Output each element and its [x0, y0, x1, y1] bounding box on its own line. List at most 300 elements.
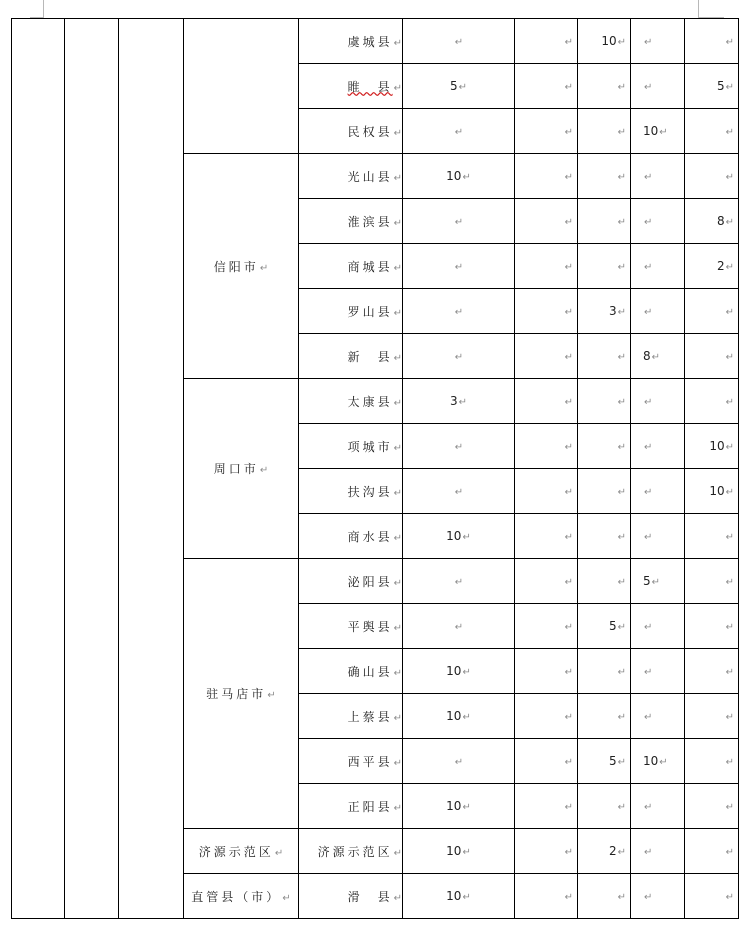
paragraph-mark-icon: ↵: [651, 352, 661, 363]
value-cell: [685, 829, 739, 874]
cell-value: 3: [449, 394, 458, 408]
paragraph-mark-icon: ↵: [725, 757, 734, 768]
county-name: 扶沟县: [347, 484, 393, 499]
paragraph-mark-icon: ↵: [617, 397, 626, 408]
county-cell: [299, 19, 403, 64]
paragraph-mark-icon: ↵: [644, 37, 653, 48]
paragraph-mark-icon: ↵: [617, 487, 626, 498]
cell-value: 10: [446, 844, 462, 858]
paragraph-mark-icon: ↵: [725, 487, 734, 498]
paragraph-mark-icon: ↵: [564, 487, 573, 498]
value-cell: [631, 829, 685, 874]
paragraph-mark-icon: ↵: [564, 532, 573, 543]
paragraph-mark-icon: ↵: [617, 622, 626, 633]
value-cell: [403, 604, 515, 649]
paragraph-mark-icon: ↵: [393, 172, 402, 184]
value-cell: [685, 424, 739, 469]
paragraph-mark-icon: ↵: [462, 712, 471, 723]
county-name: 泌阳县: [347, 574, 393, 589]
paragraph-mark-icon: ↵: [393, 892, 402, 904]
value-cell: [515, 604, 578, 649]
county-name: 光山县: [347, 169, 393, 184]
value-cell: [578, 469, 631, 514]
county-name: 罗山县: [347, 304, 393, 319]
value-cell: [403, 154, 515, 199]
cell-value: 5: [449, 79, 458, 93]
paragraph-mark-icon: ↵: [454, 622, 464, 633]
value-cell: [578, 154, 631, 199]
cell-value: 10: [446, 529, 462, 543]
value-cell: [403, 109, 515, 154]
paragraph-mark-icon: ↵: [617, 847, 626, 858]
paragraph-mark-icon: ↵: [462, 532, 471, 543]
paragraph-mark-icon: ↵: [564, 217, 573, 228]
county-cell: [299, 784, 403, 829]
paragraph-mark-icon: ↵: [644, 532, 653, 543]
value-cell: [578, 334, 631, 379]
blank-column-cell: [65, 19, 119, 919]
county-name: 新 县: [347, 349, 393, 364]
paragraph-mark-icon: ↵: [617, 172, 626, 183]
paragraph-mark-icon: ↵: [564, 262, 573, 273]
value-cell: [403, 424, 515, 469]
county-cell: [299, 514, 403, 559]
value-cell: [515, 694, 578, 739]
city-name: 驻马店市: [206, 687, 267, 701]
value-cell: [403, 244, 515, 289]
cell-value: 10: [643, 754, 659, 768]
value-cell: [578, 379, 631, 424]
paragraph-mark-icon: ↵: [267, 690, 276, 701]
paragraph-mark-icon: ↵: [393, 532, 402, 544]
paragraph-mark-icon: ↵: [454, 487, 464, 498]
paragraph-mark-icon: ↵: [644, 307, 653, 318]
value-cell: [515, 289, 578, 334]
city-cell: [184, 154, 299, 379]
value-cell: [578, 244, 631, 289]
paragraph-mark-icon: ↵: [393, 847, 402, 859]
paragraph-mark-icon: ↵: [617, 757, 626, 768]
paragraph-mark-icon: ↵: [564, 352, 573, 363]
county-name: 上蔡县: [347, 709, 393, 724]
county-cell: [299, 649, 403, 694]
county-name: 正阳县: [347, 799, 393, 814]
county-name: 淮滨县: [347, 214, 393, 229]
value-cell: [685, 154, 739, 199]
value-cell: [515, 559, 578, 604]
value-cell: [685, 64, 739, 109]
paragraph-mark-icon: ↵: [564, 82, 573, 93]
page-corner-mark-right: [698, 0, 699, 18]
paragraph-mark-icon: ↵: [564, 37, 573, 48]
value-cell: [631, 469, 685, 514]
paragraph-mark-icon: ↵: [644, 847, 653, 858]
value-cell: [515, 154, 578, 199]
paragraph-mark-icon: ↵: [564, 712, 573, 723]
value-cell: [515, 784, 578, 829]
county-cell: [299, 244, 403, 289]
paragraph-mark-icon: ↵: [617, 127, 626, 138]
county-cell: [299, 154, 403, 199]
value-cell: [403, 829, 515, 874]
paragraph-mark-icon: ↵: [617, 82, 626, 93]
value-cell: [685, 469, 739, 514]
county-name: 项城市: [347, 439, 393, 454]
paragraph-mark-icon: ↵: [564, 892, 573, 903]
value-cell: [515, 334, 578, 379]
value-cell: [578, 649, 631, 694]
value-cell: [685, 874, 739, 919]
blank-column-cell: [119, 19, 184, 919]
paragraph-mark-icon: ↵: [564, 622, 573, 633]
paragraph-mark-icon: ↵: [617, 802, 626, 813]
value-cell: [685, 694, 739, 739]
paragraph-mark-icon: ↵: [393, 487, 402, 499]
paragraph-mark-icon: ↵: [644, 172, 653, 183]
county-name: 商水县: [347, 529, 393, 544]
paragraph-mark-icon: ↵: [617, 892, 626, 903]
county-name: 确山县: [347, 664, 393, 679]
value-cell: [515, 64, 578, 109]
value-cell: [631, 739, 685, 784]
paragraph-mark-icon: ↵: [454, 577, 464, 588]
cell-value: 8: [643, 349, 651, 363]
paragraph-mark-icon: ↵: [644, 712, 653, 723]
paragraph-mark-icon: ↵: [454, 217, 464, 228]
paragraph-mark-icon: ↵: [644, 487, 653, 498]
paragraph-mark-icon: ↵: [454, 757, 464, 768]
county-name: 平舆县: [347, 619, 393, 634]
cell-value: 10: [446, 799, 462, 813]
value-cell: [685, 109, 739, 154]
city-name: 济源示范区: [198, 844, 274, 859]
county-name: 商城县: [347, 259, 393, 274]
county-name: 太康县: [347, 394, 393, 409]
value-cell: [578, 424, 631, 469]
paragraph-mark-icon: ↵: [644, 622, 653, 633]
value-cell: [685, 604, 739, 649]
value-cell: [685, 514, 739, 559]
value-cell: [631, 559, 685, 604]
value-cell: [631, 604, 685, 649]
value-cell: [631, 514, 685, 559]
paragraph-mark-icon: ↵: [393, 667, 402, 679]
cell-value: 10: [709, 439, 725, 453]
value-cell: [403, 199, 515, 244]
paragraph-mark-icon: ↵: [462, 667, 471, 678]
paragraph-mark-icon: ↵: [462, 172, 471, 183]
paragraph-mark-icon: ↵: [644, 892, 653, 903]
paragraph-mark-icon: ↵: [393, 127, 402, 139]
paragraph-mark-icon: ↵: [617, 667, 626, 678]
paragraph-mark-icon: ↵: [454, 352, 464, 363]
value-cell: [578, 109, 631, 154]
value-cell: [578, 289, 631, 334]
paragraph-mark-icon: ↵: [393, 757, 402, 769]
value-cell: [685, 199, 739, 244]
county-name: 滑 县: [347, 889, 393, 904]
value-cell: [578, 64, 631, 109]
cell-value: 10: [601, 34, 617, 48]
value-cell: [578, 739, 631, 784]
county-cell: [299, 469, 403, 514]
paragraph-mark-icon: ↵: [462, 802, 471, 813]
cell-value: 8: [716, 214, 725, 228]
cell-value: 10: [446, 664, 462, 678]
value-cell: [403, 739, 515, 784]
value-cell: [578, 874, 631, 919]
value-cell: [578, 514, 631, 559]
value-cell: [578, 829, 631, 874]
value-cell: [631, 379, 685, 424]
allocation-table: [11, 18, 739, 919]
value-cell: [631, 109, 685, 154]
county-name: 睢 县: [347, 79, 393, 94]
paragraph-mark-icon: ↵: [659, 127, 668, 138]
cell-value: 10: [446, 889, 462, 903]
value-cell: [685, 649, 739, 694]
paragraph-mark-icon: ↵: [644, 217, 653, 228]
value-cell: [403, 334, 515, 379]
paragraph-mark-icon: ↵: [725, 667, 734, 678]
paragraph-mark-icon: ↵: [617, 577, 626, 588]
paragraph-mark-icon: ↵: [564, 667, 573, 678]
cell-value: 2: [608, 844, 617, 858]
paragraph-mark-icon: ↵: [725, 37, 734, 48]
paragraph-mark-icon: ↵: [274, 847, 284, 859]
paragraph-mark-icon: ↵: [617, 217, 626, 228]
paragraph-mark-icon: ↵: [393, 802, 402, 814]
value-cell: [403, 289, 515, 334]
value-cell: [631, 199, 685, 244]
value-cell: [515, 199, 578, 244]
paragraph-mark-icon: ↵: [454, 442, 464, 453]
paragraph-mark-icon: ↵: [393, 307, 402, 319]
paragraph-mark-icon: ↵: [617, 307, 626, 318]
value-cell: [403, 784, 515, 829]
paragraph-mark-icon: ↵: [725, 352, 734, 363]
paragraph-mark-icon: ↵: [617, 352, 626, 363]
paragraph-mark-icon: ↵: [393, 397, 402, 409]
paragraph-mark-icon: ↵: [644, 667, 653, 678]
paragraph-mark-icon: ↵: [725, 622, 734, 633]
paragraph-mark-icon: ↵: [259, 262, 269, 274]
paragraph-mark-icon: ↵: [725, 307, 734, 318]
paragraph-mark-icon: ↵: [617, 532, 626, 543]
value-cell: [515, 649, 578, 694]
city-cell: [184, 19, 299, 154]
value-cell: [403, 64, 515, 109]
paragraph-mark-icon: ↵: [725, 892, 734, 903]
value-cell: [515, 109, 578, 154]
value-cell: [515, 469, 578, 514]
cell-value: 10: [643, 124, 659, 138]
county-cell: [299, 694, 403, 739]
city-cell: [184, 379, 299, 559]
paragraph-mark-icon: ↵: [725, 217, 734, 228]
value-cell: [515, 244, 578, 289]
paragraph-mark-icon: ↵: [725, 127, 734, 138]
value-cell: [515, 874, 578, 919]
value-cell: [403, 649, 515, 694]
value-cell: [403, 514, 515, 559]
paragraph-mark-icon: ↵: [564, 127, 573, 138]
value-cell: [685, 739, 739, 784]
value-cell: [515, 379, 578, 424]
value-cell: [631, 244, 685, 289]
value-cell: [578, 604, 631, 649]
value-cell: [631, 64, 685, 109]
cell-value: 5: [643, 574, 651, 588]
county-name: 西平县: [347, 754, 393, 769]
value-cell: [515, 19, 578, 64]
paragraph-mark-icon: ↵: [458, 397, 468, 408]
value-cell: [515, 739, 578, 784]
value-cell: [515, 514, 578, 559]
city-cell: [184, 874, 299, 919]
value-cell: [631, 154, 685, 199]
county-cell: [299, 379, 403, 424]
paragraph-mark-icon: ↵: [725, 82, 734, 93]
value-cell: [631, 649, 685, 694]
value-cell: [685, 559, 739, 604]
paragraph-mark-icon: ↵: [659, 757, 668, 768]
paragraph-mark-icon: ↵: [644, 262, 653, 273]
paragraph-mark-icon: ↵: [617, 442, 626, 453]
paragraph-mark-icon: ↵: [725, 802, 734, 813]
value-cell: [403, 874, 515, 919]
value-cell: [631, 694, 685, 739]
paragraph-mark-icon: ↵: [644, 802, 653, 813]
county-cell: [299, 64, 403, 109]
paragraph-mark-icon: ↵: [617, 262, 626, 273]
county-cell: [299, 334, 403, 379]
paragraph-mark-icon: ↵: [393, 262, 402, 274]
value-cell: [515, 424, 578, 469]
value-cell: [578, 559, 631, 604]
city-name: 直管县（市）: [191, 889, 282, 904]
county-cell: [299, 604, 403, 649]
paragraph-mark-icon: ↵: [725, 262, 734, 273]
cell-value: 5: [608, 619, 617, 633]
paragraph-mark-icon: ↵: [454, 37, 464, 48]
cell-value: 5: [608, 754, 617, 768]
value-cell: [631, 334, 685, 379]
county-cell: [299, 559, 403, 604]
paragraph-mark-icon: ↵: [644, 82, 653, 93]
paragraph-mark-icon: ↵: [458, 82, 468, 93]
paragraph-mark-icon: ↵: [454, 307, 464, 318]
paragraph-mark-icon: ↵: [725, 172, 734, 183]
table-body: [12, 19, 739, 919]
paragraph-mark-icon: ↵: [564, 577, 573, 588]
paragraph-mark-icon: ↵: [393, 352, 402, 364]
county-cell: [299, 874, 403, 919]
paragraph-mark-icon: ↵: [617, 37, 626, 48]
paragraph-mark-icon: ↵: [725, 712, 734, 723]
county-name: 济源示范区: [317, 844, 393, 859]
value-cell: [515, 829, 578, 874]
value-cell: [403, 379, 515, 424]
cell-value: 3: [608, 304, 617, 318]
paragraph-mark-icon: ↵: [282, 892, 291, 904]
paragraph-mark-icon: ↵: [564, 307, 573, 318]
paragraph-mark-icon: ↵: [564, 442, 573, 453]
value-cell: [631, 424, 685, 469]
value-cell: [631, 874, 685, 919]
county-name: 虞城县: [347, 34, 393, 49]
county-cell: [299, 829, 403, 874]
city-cell: [184, 829, 299, 874]
paragraph-mark-icon: ↵: [393, 622, 402, 634]
value-cell: [685, 289, 739, 334]
cell-value: 10: [446, 169, 462, 183]
paragraph-mark-icon: ↵: [454, 262, 464, 273]
county-name: 民权县: [347, 124, 393, 139]
paragraph-mark-icon: ↵: [564, 847, 573, 858]
paragraph-mark-icon: ↵: [564, 397, 573, 408]
value-cell: [578, 784, 631, 829]
cell-value: 10: [446, 709, 462, 723]
city-name: 信阳市: [213, 259, 259, 274]
page-corner-mark-left: [43, 0, 44, 18]
paragraph-mark-icon: ↵: [564, 172, 573, 183]
value-cell: [685, 19, 739, 64]
paragraph-mark-icon: ↵: [564, 802, 573, 813]
paragraph-mark-icon: ↵: [725, 397, 734, 408]
paragraph-mark-icon: ↵: [644, 397, 653, 408]
paragraph-mark-icon: ↵: [462, 847, 471, 858]
value-cell: [685, 379, 739, 424]
value-cell: [685, 784, 739, 829]
paragraph-mark-icon: ↵: [393, 577, 402, 589]
value-cell: [578, 19, 631, 64]
value-cell: [578, 694, 631, 739]
value-cell: [631, 289, 685, 334]
county-cell: [299, 199, 403, 244]
county-cell: [299, 739, 403, 784]
paragraph-mark-icon: ↵: [651, 577, 661, 588]
county-cell: [299, 289, 403, 334]
value-cell: [578, 199, 631, 244]
paragraph-mark-icon: ↵: [725, 847, 734, 858]
cell-value: 2: [716, 259, 725, 273]
county-cell: [299, 109, 403, 154]
city-name: 周口市: [213, 462, 259, 476]
paragraph-mark-icon: ↵: [393, 37, 402, 49]
table-row: [12, 19, 739, 64]
value-cell: [685, 244, 739, 289]
value-cell: [403, 19, 515, 64]
paragraph-mark-icon: ↵: [393, 82, 402, 94]
paragraph-mark-icon: ↵: [393, 442, 402, 454]
paragraph-mark-icon: ↵: [564, 757, 573, 768]
value-cell: [631, 19, 685, 64]
value-cell: [631, 784, 685, 829]
cell-value: 5: [716, 79, 725, 93]
paragraph-mark-icon: ↵: [725, 532, 734, 543]
cell-value: 10: [709, 484, 725, 498]
paragraph-mark-icon: ↵: [617, 712, 626, 723]
value-cell: [403, 694, 515, 739]
paragraph-mark-icon: ↵: [259, 465, 269, 476]
paragraph-mark-icon: ↵: [725, 442, 734, 453]
city-cell: [184, 559, 299, 829]
blank-column-cell: [12, 19, 65, 919]
paragraph-mark-icon: ↵: [725, 577, 734, 588]
value-cell: [685, 334, 739, 379]
value-cell: [403, 469, 515, 514]
